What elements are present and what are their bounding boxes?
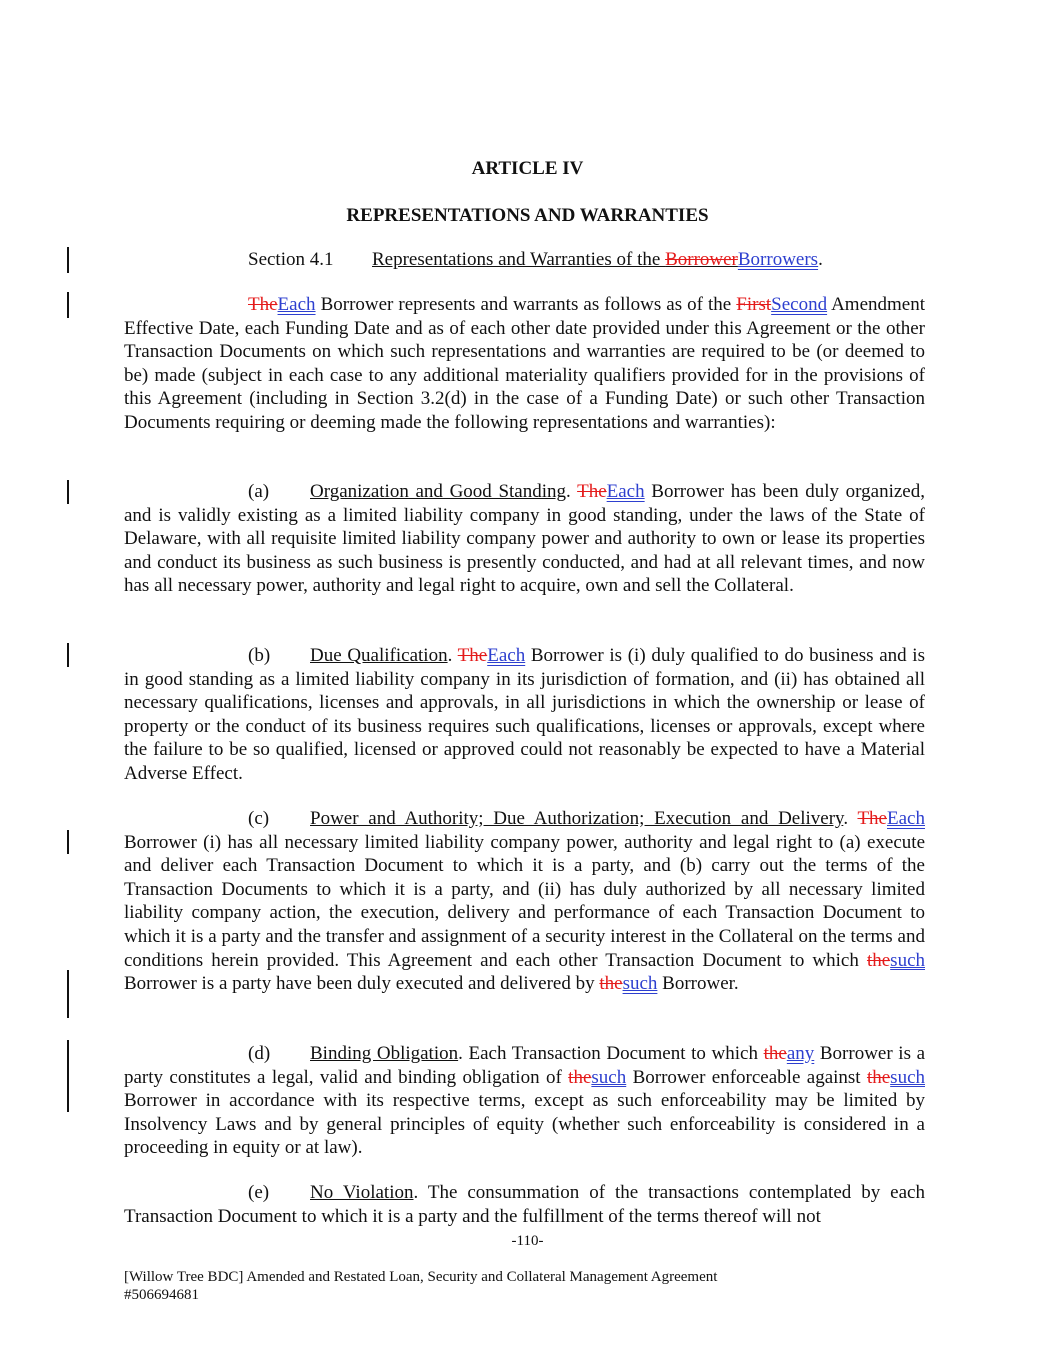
paragraph-c: (c) Power and Authority; Due Authorization; Execution and Delivery. TheEach Borrower (i) has all necessary limited liability company power, authority and legal right to (a) execute and deliver each Transaction Document to which it is a party, and (b) carry out the terms of the Transaction Documents to which it is a party, and (ii) has duly authorized by all necessary limited liability company action, the execution, delivery and performance of each Transaction Document to which it is a party and the transfer and assignment of a security interest in the Collateral on the terms and conditions herein provided. This Agreement and each other Transaction Document to which thesuch Borrower is a party have been duly executed and delivered by thesuch Borrower. xyxy=(124,808,925,995)
intro-paragraph: TheEach Borrower represents and warrants as follows as of the FirstSecond Amendment Effective Date, each Funding Date and as of each other date provided under this Agreement or the other Transaction Documents on which such representations and warranties are required to be (or deemed to be) made (subject in each case to any additional materiality qualifiers provided for in the provisions of this Agreement (including in Section 3.2(d) in the case of a Funding Date) or such other Transaction Documents requiring or deeming made the following representations and warranties): xyxy=(124,294,925,433)
inserted-text: such xyxy=(591,1066,627,1088)
deleted-text: the xyxy=(866,949,891,971)
change-bar xyxy=(67,830,69,854)
paragraph-label: (c) xyxy=(248,808,270,829)
deleted-text: Borrower xyxy=(665,249,738,270)
change-bar xyxy=(67,970,69,1018)
inserted-text: Second xyxy=(771,294,828,315)
deleted-text: The xyxy=(857,808,887,829)
change-bar xyxy=(67,1040,69,1112)
inserted-text: Each xyxy=(606,481,645,502)
paragraph-heading: Organization and Good Standing xyxy=(310,481,567,502)
article-subtitle: REPRESENTATIONS AND WARRANTIES xyxy=(346,205,709,226)
paragraph-label: (e) xyxy=(248,1182,270,1203)
document-footer xyxy=(124,1268,717,1304)
deleted-text: The xyxy=(457,645,488,666)
paragraph-label: (d) xyxy=(248,1043,271,1064)
change-bar xyxy=(67,480,69,504)
paragraph-heading: Power and Authority; Due Authorization; Execution and Delivery xyxy=(310,808,844,829)
inserted-text: such xyxy=(890,1066,925,1088)
paragraph-heading: Binding Obligation xyxy=(310,1043,459,1064)
inserted-text: such xyxy=(622,973,658,995)
inserted-text: Borrowers xyxy=(737,249,819,270)
inserted-text: Each xyxy=(487,645,526,666)
deleted-text: the xyxy=(599,973,623,995)
inserted-text: Each xyxy=(277,294,316,315)
paragraph-e: (e) No Violation. The consummation of the transactions contemplated by each Transaction Document to which it is a party and the fulfillment of the terms thereof will not xyxy=(124,1182,925,1227)
section-heading: Section 4.1 Representations and Warranties of the BorrowerBorrowers. xyxy=(248,249,823,270)
paragraph-d: (d) Binding Obligation. Each Transaction Document to which theany Borrower is a party constitutes a legal, valid and binding obligation of thesuch Borrower enforceable against thesuch Borrower in accordance with its respective terms, except as such enforceability may be limited by Insolvency Laws and by general principles of equity (whether such enforceability is considered in a proceeding in equity or at law). xyxy=(124,1043,926,1159)
paragraph-heading: Due Qualification xyxy=(310,645,448,666)
article-title: ARTICLE IV xyxy=(471,158,584,179)
change-bar xyxy=(67,247,69,273)
paragraph-heading: No Violation xyxy=(310,1182,414,1203)
deleted-text: First xyxy=(736,294,772,315)
inserted-text: any xyxy=(786,1043,815,1064)
page-number: -110- xyxy=(511,1233,544,1249)
footer-doc-id: #506694681 xyxy=(124,1287,199,1303)
deleted-text: the xyxy=(763,1043,787,1064)
deleted-text: the xyxy=(866,1066,891,1088)
deleted-text: The xyxy=(248,294,278,315)
inserted-text: Each xyxy=(887,808,925,829)
paragraph-b: (b) Due Qualification. TheEach Borrower is (i) duly qualified to do business and is in good standing as a limited liability company in its jurisdiction of formation, and (ii) has obtained all necessary qualifications, licenses and approvals, in all jurisdictions in which the ownership or lease of property or the conduct of its business requires such qualifications, licenses or approvals, except where the failure to be so qualified, licensed or approved could not reasonably be expected to have a Material Adverse Effect. xyxy=(124,645,925,784)
deleted-text: the xyxy=(568,1066,592,1088)
section-title: Representations and Warranties of the BorrowerBorrowers xyxy=(372,249,819,270)
paragraph-a: (a) Organization and Good Standing. TheEach Borrower has been duly organized, and is validly existing as a limited liability company in good standing, under the laws of the State of Delaware, with all requisite limited liability company power and authority to own or lease its properties and conduct its business as such business is presently conducted, and had at all relevant times, and now has all necessary power, authority and legal right to acquire, own and sell the Collateral. xyxy=(124,481,925,597)
paragraph-label: (b) xyxy=(248,645,271,666)
change-bar xyxy=(67,292,69,318)
inserted-text: such xyxy=(890,949,925,971)
paragraph-label: (a) xyxy=(248,481,270,502)
change-bar xyxy=(67,643,69,667)
deleted-text: The xyxy=(577,481,607,502)
footer-title: [Willow Tree BDC] Amended and Restated Loan, Security and Collateral Management Agreement xyxy=(124,1269,718,1285)
section-number: Section 4.1 xyxy=(248,249,334,270)
